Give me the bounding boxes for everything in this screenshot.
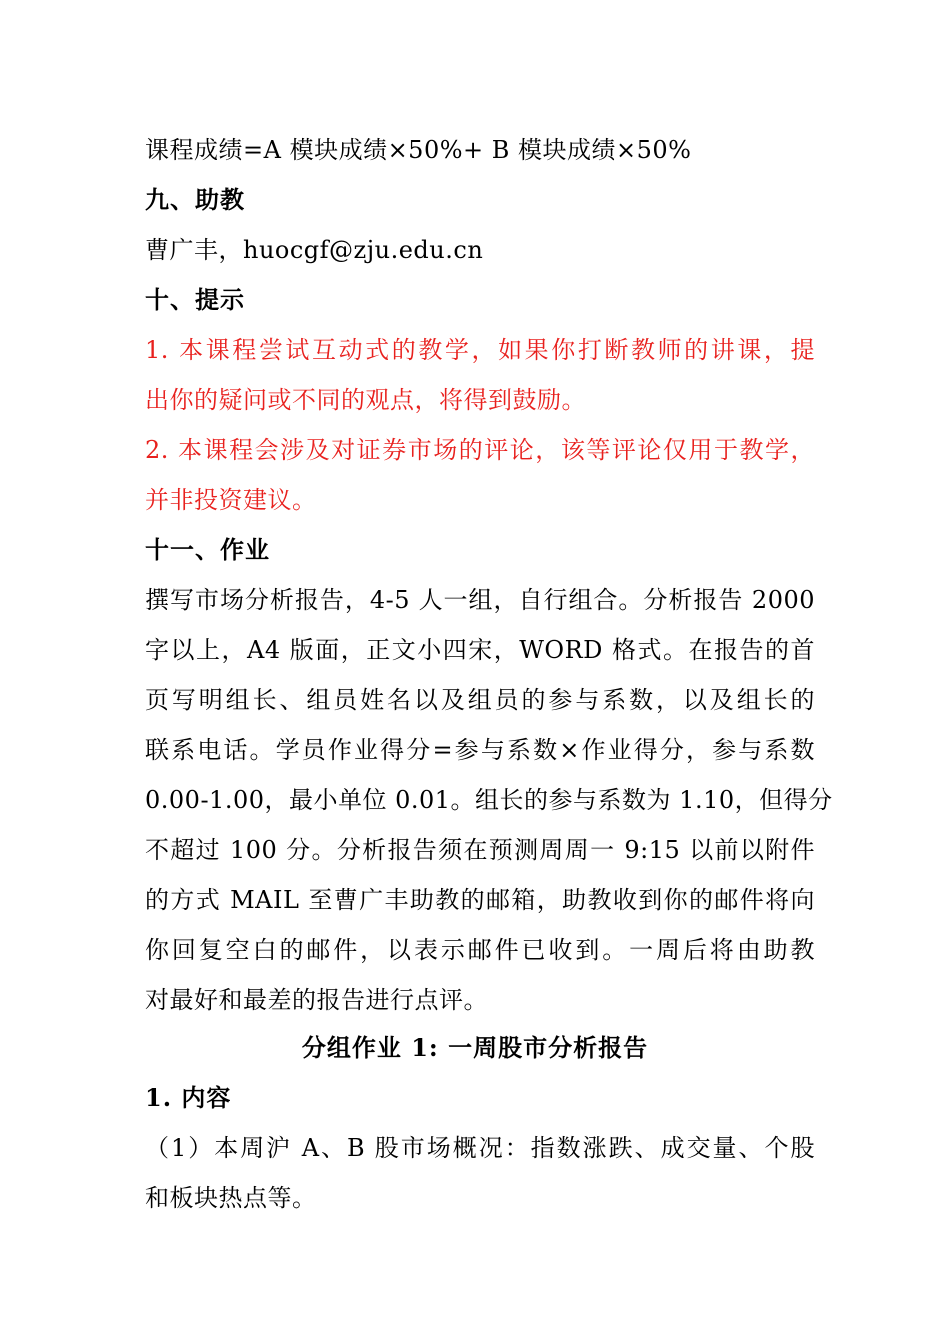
content-line-2: 和板块热点等。 bbox=[145, 1184, 317, 1212]
homework-line-7: 的方式 MAIL 至曹广丰助教的邮箱，助教收到你的邮件将向 bbox=[145, 886, 815, 914]
content-line-1: （1）本周沪 A、B 股市场概况：指数涨跌、成交量、个股 bbox=[145, 1134, 815, 1162]
tip-1-line-2: 出你的疑问或不同的观点，将得到鼓励。 bbox=[145, 386, 586, 414]
homework-line-9: 对最好和最差的报告进行点评。 bbox=[145, 986, 488, 1014]
homework-line-1: 撰写市场分析报告，4-5 人一组，自行组合。分析报告 2000 bbox=[145, 586, 815, 614]
section-11-heading: 十一、作业 bbox=[145, 535, 270, 564]
homework-line-8: 你回复空白的邮件，以表示邮件已收到。一周后将由助教 bbox=[145, 936, 815, 964]
tip-1-line-1: 1. 本课程尝试互动式的教学，如果你打断教师的讲课，提 bbox=[145, 336, 815, 364]
tip-2-line-2: 并非投资建议。 bbox=[145, 486, 317, 514]
homework-line-2: 字以上，A4 版面，正文小四宋，WORD 格式。在报告的首 bbox=[145, 636, 815, 664]
ta-contact: 曹广丰，huocgf@zju.edu.cn bbox=[145, 236, 484, 264]
section-9-heading: 九、助教 bbox=[145, 185, 245, 214]
homework-line-3: 页写明组长、组员姓名以及组员的参与系数，以及组长的 bbox=[145, 686, 815, 714]
homework-line-6: 不超过 100 分。分析报告须在预测周周一 9:15 以前以附件 bbox=[145, 836, 815, 864]
section-10-heading: 十、提示 bbox=[145, 285, 245, 314]
group-homework-title: 分组作业 1: 一周股市分析报告 bbox=[301, 1033, 649, 1062]
tip-2-line-1: 2. 本课程会涉及对证券市场的评论，该等评论仅用于教学， bbox=[145, 436, 815, 464]
content-heading: 1. 内容 bbox=[145, 1083, 232, 1112]
grade-formula: 课程成绩=A 模块成绩×50%+ B 模块成绩×50% bbox=[145, 136, 692, 164]
homework-line-4: 联系电话。学员作业得分=参与系数×作业得分，参与系数 bbox=[145, 736, 815, 764]
homework-line-5: 0.00-1.00，最小单位 0.01。组长的参与系数为 1.10，但得分 bbox=[145, 786, 833, 814]
